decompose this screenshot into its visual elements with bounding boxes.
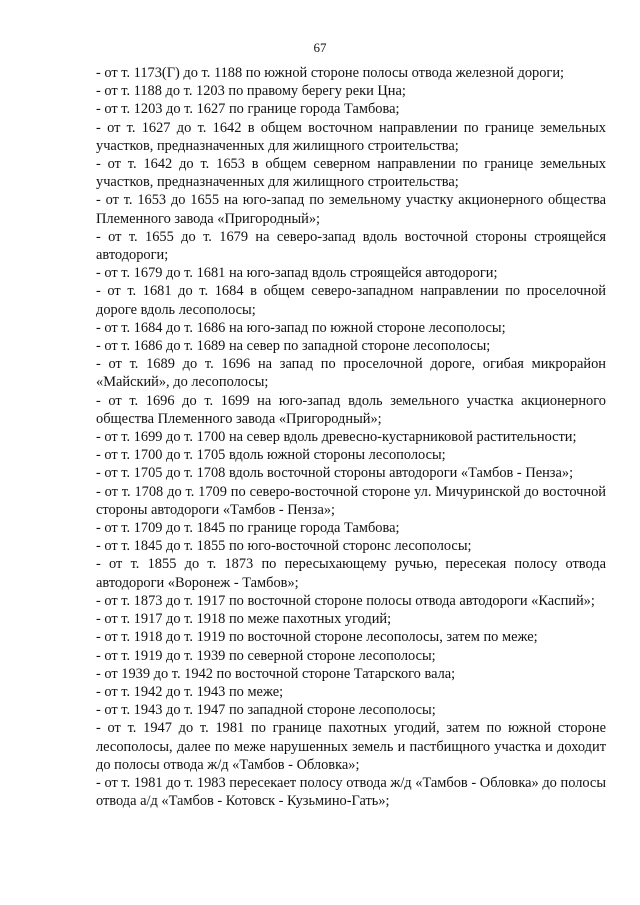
document-body bbox=[96, 64, 606, 810]
boundary-paragraph: - от т. 1705 до т. 1708 вдоль восточной стороны автодороги «Тамбов - Пенза»; bbox=[96, 465, 574, 482]
boundary-paragraph: - от 1939 до т. 1942 по восточной стороне Татарского вала; bbox=[96, 665, 456, 682]
boundary-paragraph: - от т. 1947 до т. 1981 по границе пахотных угодий, затем по южной стороне лесополосы, далее по меже нарушенных земель и пастбищного участка и доходит до полосы отвода ж/д «Тамбов - Обловка»; bbox=[96, 720, 606, 773]
page-number: 67 bbox=[313, 40, 327, 55]
boundary-paragraph: - от т. 1918 до т. 1919 по восточной стороне лесополосы, затем по меже; bbox=[96, 629, 538, 646]
boundary-paragraph: - от т. 1686 до т. 1689 на север по западной стороне лесополосы; bbox=[96, 338, 491, 355]
boundary-paragraph: - от т. 1642 до т. 1653 в общем северном направлении по границе земельных участков, предназначенных для жилищного строительства; bbox=[96, 156, 606, 191]
boundary-paragraph: - от т. 1873 до т. 1917 по восточной стороне полосы отвода автодороги «Каспий»; bbox=[96, 592, 595, 609]
boundary-paragraph: - от т. 1655 до т. 1679 на северо-запад вдоль восточной стороны строящейся автодороги; bbox=[96, 228, 606, 264]
boundary-paragraph: - от т. 1917 до т. 1918 по меже пахотных угодий; bbox=[96, 611, 392, 628]
boundary-paragraph: - от т. 1943 до т. 1947 по западной стороне лесополосы; bbox=[96, 702, 436, 719]
boundary-paragraph: - от т. 1689 до т. 1696 на запад по проселочной дороге, огибая микрорайон «Майский», до лесополосы; bbox=[96, 356, 606, 391]
boundary-paragraph: - от т. 1627 до т. 1642 в общем восточном направлении по границе земельных участков, предназначенных для жилищного строительства; bbox=[96, 119, 606, 154]
boundary-paragraph: - от т. 1942 до т. 1943 по меже; bbox=[96, 683, 284, 700]
boundary-paragraph: - от т. 1845 до т. 1855 по юго-восточной сторонс лесополосы; bbox=[96, 538, 472, 555]
boundary-paragraph: - от т. 1981 до т. 1983 пересекает полосу отвода ж/д «Тамбов - Обловка» до полосы отвода а/д «Тамбов - Котовск - Кузьмино-Гать»; bbox=[96, 774, 606, 810]
boundary-paragraph: - от т. 1919 до т. 1939 по северной стороне лесополосы; bbox=[96, 647, 436, 664]
boundary-paragraph: - от т. 1709 до т. 1845 по границе города Тамбова; bbox=[96, 520, 400, 537]
boundary-paragraph: - от т. 1679 до т. 1681 на юго-запад вдоль строящейся автодороги; bbox=[96, 265, 498, 282]
boundary-paragraph: - от т. 1696 до т. 1699 на юго-запад вдоль земельного участка акционерного общества Племенного завода «Пригородный»; bbox=[96, 392, 606, 427]
boundary-paragraph: - от т. 1173(Г) до т. 1188 по южной стороне полосы отвода железной дороги; bbox=[96, 65, 565, 81]
boundary-paragraph: - от т. 1699 до т. 1700 на север вдоль древесно-кустарниковой растительности; bbox=[96, 429, 577, 446]
boundary-paragraph: - от т. 1708 до т. 1709 по северо-восточной стороне ул. Мичуринской до восточной стороны автодороги «Тамбов - Пенза»; bbox=[96, 483, 606, 518]
boundary-paragraph: - от т. 1855 до т. 1873 по пересыхающему ручью, пересекая полосу отвода автодороги «Воронеж - Тамбов»; bbox=[96, 556, 606, 591]
boundary-paragraph: - от т. 1700 до т. 1705 вдоль южной стороны лесополосы; bbox=[96, 447, 446, 464]
boundary-paragraph: - от т. 1203 до т. 1627 по границе города Тамбова; bbox=[96, 101, 400, 118]
boundary-paragraph: - от т. 1653 до 1655 на юго-запад по земельному участку акционерного общества Племенного завода «Пригородный»; bbox=[96, 192, 606, 227]
boundary-paragraph: - от т. 1684 до т. 1686 на юго-запад по южной стороне лесополосы; bbox=[96, 319, 506, 336]
boundary-paragraph: - от т. 1681 до т. 1684 в общем северо-западном направлении по проселочной дороге вдоль лесополосы; bbox=[96, 283, 606, 318]
boundary-paragraph: - от т. 1188 до т. 1203 по правому берегу реки Цна; bbox=[96, 83, 406, 100]
